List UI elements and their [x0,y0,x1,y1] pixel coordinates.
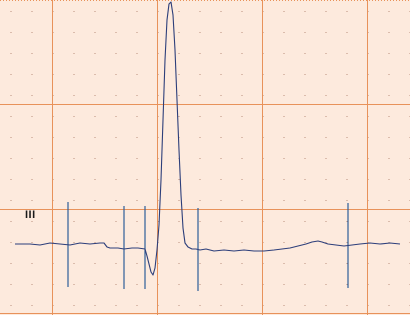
minor-grid-dot [347,242,348,243]
minor-grid-dot [305,284,306,285]
minor-grid-dot [242,179,243,180]
minor-grid-dot [305,263,306,264]
minor-grid-dot [11,158,12,159]
minor-grid-dot [305,116,306,117]
minor-grid-dot [347,221,348,222]
minor-grid-dot [242,284,243,285]
minor-grid-dot [284,32,285,33]
minor-grid-dot [242,137,243,138]
minor-grid-dot [137,284,138,285]
minor-grid-dot [326,32,327,33]
minor-grid-dot [242,74,243,75]
minor-grid-dot [11,284,12,285]
minor-grid-dot [95,74,96,75]
minor-grid-dot [305,95,306,96]
minor-grid-dot [200,32,201,33]
minor-grid-dot [116,11,117,12]
minor-grid-dot [74,53,75,54]
minor-grid-dot [116,263,117,264]
minor-grid-dot [137,305,138,306]
minor-grid-dot [389,221,390,222]
minor-grid-dot [284,221,285,222]
minor-grid-dot [32,284,33,285]
minor-grid-dot [305,242,306,243]
minor-grid-dot [200,74,201,75]
minor-grid-dot [284,200,285,201]
minor-grid-dot [116,221,117,222]
minor-grid-dot [11,95,12,96]
minor-grid-dot [95,53,96,54]
minor-grid-dot [74,74,75,75]
minor-grid-dot [284,11,285,12]
minor-grid-dot [137,74,138,75]
minor-grid-dot [179,95,180,96]
minor-grid-dot [11,116,12,117]
minor-grid-dot [347,200,348,201]
minor-grid-dot [179,263,180,264]
minor-grid-dot [305,221,306,222]
minor-grid-dot [95,11,96,12]
minor-grid-dot [284,53,285,54]
minor-grid-dot [221,116,222,117]
minor-grid-dot [137,200,138,201]
minor-grid-dot [347,158,348,159]
minor-grid-dot [305,200,306,201]
minor-grid-dot [284,242,285,243]
minor-grid-dot [32,242,33,243]
minor-grid-dot [74,32,75,33]
minor-grid-dot [326,74,327,75]
minor-grid-dot [200,284,201,285]
minor-grid-dot [347,305,348,306]
minor-grid-dot [11,305,12,306]
minor-grid-dot [389,11,390,12]
minor-grid-dot [74,116,75,117]
minor-grid-dot [389,284,390,285]
minor-grid-dot [389,305,390,306]
minor-grid-dot [32,95,33,96]
minor-grid-dot [242,95,243,96]
minor-grid-dot [32,179,33,180]
minor-grid-dot [11,200,12,201]
minor-grid-dot [95,284,96,285]
minor-grid-dot [137,95,138,96]
minor-grid-dot [179,284,180,285]
minor-grid-dot [242,263,243,264]
minor-grid-dot [200,95,201,96]
minor-grid-dot [116,53,117,54]
minor-grid-dot [137,221,138,222]
minor-grid-dot [32,158,33,159]
minor-grid-dot [116,116,117,117]
minor-grid-dot [179,179,180,180]
minor-grid-dot [389,137,390,138]
minor-grid-dot [200,158,201,159]
minor-grid-dot [221,179,222,180]
minor-grid-dot [326,305,327,306]
minor-grid-dot [32,221,33,222]
minor-grid-dot [116,158,117,159]
minor-grid-dot [389,263,390,264]
minor-grid-dot [221,221,222,222]
minor-grid-dot [221,74,222,75]
minor-grid-dot [326,116,327,117]
minor-grid-dot [74,284,75,285]
minor-grid-dot [305,11,306,12]
minor-grid-dot [11,179,12,180]
minor-grid-dot [221,242,222,243]
minor-grid-dot [242,221,243,222]
minor-grid-dot [221,305,222,306]
minor-grid-dot [389,116,390,117]
minor-grid-dot [137,242,138,243]
minor-grid-dot [179,242,180,243]
minor-grid-dot [347,284,348,285]
minor-grid-dot [326,263,327,264]
minor-grid-dot [326,137,327,138]
minor-grid-dot [179,32,180,33]
minor-grid-dot [200,11,201,12]
minor-grid-dot [137,179,138,180]
minor-grid-dot [95,263,96,264]
minor-grid-dot [284,74,285,75]
minor-grid-dot [116,179,117,180]
minor-grid-dot [305,179,306,180]
minor-grid-dot [95,137,96,138]
minor-grid-dot [305,32,306,33]
minor-grid-dot [284,95,285,96]
minor-grid-dot [95,305,96,306]
minor-grid-dot [74,158,75,159]
minor-grid-dot [284,305,285,306]
minor-grid-dot [74,179,75,180]
minor-grid-dot [74,263,75,264]
minor-grid-dot [137,158,138,159]
minor-grid-dot [179,116,180,117]
minor-grid-dot [11,263,12,264]
minor-grid-dot [116,284,117,285]
minor-grid-dot [200,263,201,264]
minor-grid-dot [95,200,96,201]
minor-grid-dot [221,53,222,54]
minor-grid-dot [200,116,201,117]
minor-grid-dot [200,137,201,138]
minor-grid-dot [179,200,180,201]
minor-grid-dot [32,116,33,117]
minor-grid-dot [242,53,243,54]
minor-grid-dot [32,74,33,75]
minor-grid-dot [179,53,180,54]
minor-grid-dot [242,11,243,12]
minor-grid-dot [200,200,201,201]
minor-grid-dot [221,95,222,96]
minor-grid-dot [389,158,390,159]
minor-grid-dot [11,74,12,75]
minor-grid-dot [326,221,327,222]
minor-grid-dot [11,11,12,12]
minor-grid-dot [326,53,327,54]
minor-grid-dot [326,284,327,285]
minor-grid-dot [305,74,306,75]
minor-grid-dot [116,305,117,306]
minor-grid-dot [305,137,306,138]
minor-grid-dot [284,137,285,138]
minor-grid-dot [242,158,243,159]
minor-grid-dot [74,305,75,306]
minor-grid-dot [95,116,96,117]
minor-grid-dot [200,179,201,180]
minor-grid-dot [326,200,327,201]
minor-grid-dot [242,116,243,117]
minor-grid-dot [284,263,285,264]
minor-grid-dot [242,32,243,33]
minor-grid-dot [137,32,138,33]
minor-grid-dot [326,179,327,180]
minor-grid-dot [32,11,33,12]
minor-grid-dot [137,137,138,138]
minor-grid-dot [347,53,348,54]
minor-grid-dot [74,221,75,222]
minor-grid-dot [221,137,222,138]
minor-grid-dot [11,221,12,222]
minor-grid-dot [74,95,75,96]
minor-grid-dot [305,53,306,54]
minor-grid-dot [95,242,96,243]
minor-grid-dot [389,74,390,75]
minor-grid-dot [95,158,96,159]
minor-grid-dot [116,95,117,96]
minor-grid-dot [137,116,138,117]
minor-grid-dot [116,242,117,243]
minor-grid-dot [284,179,285,180]
minor-grid-dot [32,305,33,306]
minor-grid-dot [347,32,348,33]
minor-grid-dot [326,158,327,159]
minor-grid-dot [284,284,285,285]
minor-grid-dot [74,200,75,201]
minor-grid-dot [347,11,348,12]
minor-grid-dot [11,242,12,243]
minor-grid-dot [242,305,243,306]
minor-grid-dot [221,158,222,159]
minor-grid-dot [389,32,390,33]
minor-grid-dot [179,74,180,75]
minor-grid-dot [74,242,75,243]
minor-grid-dot [32,53,33,54]
minor-grid-dot [389,53,390,54]
minor-grid-dot [347,74,348,75]
minor-grid-dot [305,158,306,159]
minor-grid-dot [221,284,222,285]
minor-grid-dot [95,179,96,180]
minor-grid-dot [137,263,138,264]
minor-grid-dot [347,116,348,117]
minor-grid-dot [389,95,390,96]
minor-grid-dot [221,11,222,12]
minor-grid-dot [389,200,390,201]
minor-grid-dot [221,263,222,264]
minor-grid-dot [221,200,222,201]
minor-grid-dot [200,305,201,306]
minor-grid-dot [389,179,390,180]
minor-grid-dot [305,305,306,306]
minor-grid-dot [200,221,201,222]
minor-grid-dot [179,305,180,306]
minor-grid-dot [95,95,96,96]
minor-grid-dot [74,137,75,138]
minor-grid-dot [116,32,117,33]
minor-grid-dot [284,116,285,117]
minor-grid-dot [284,158,285,159]
minor-grid-dot [179,221,180,222]
minor-grid-dot [116,200,117,201]
minor-grid-dot [11,137,12,138]
minor-grid-dot [242,242,243,243]
minor-grid-dot [74,11,75,12]
minor-grid-dot [95,32,96,33]
minor-grid-dot [200,242,201,243]
minor-grid-dot [347,137,348,138]
minor-grid-dot [32,32,33,33]
minor-grid-dot [242,200,243,201]
minor-grid-dot [137,11,138,12]
lead-label: III [25,209,36,221]
minor-grid-dot [11,32,12,33]
minor-grid-dot [326,11,327,12]
minor-grid-dot [32,200,33,201]
minor-grid-dot [11,53,12,54]
minor-grid-dot [347,179,348,180]
minor-grid-dot [32,137,33,138]
minor-grid-dot [347,263,348,264]
minor-grid-dot [200,53,201,54]
minor-grid-dot [221,32,222,33]
minor-grid-dot [326,95,327,96]
minor-grid-dot [116,74,117,75]
minor-grid-dot [32,263,33,264]
minor-grid-dot [137,53,138,54]
minor-grid-dot [179,11,180,12]
minor-grid-dot [116,137,117,138]
minor-grid-dot [95,221,96,222]
minor-grid-dot [347,95,348,96]
